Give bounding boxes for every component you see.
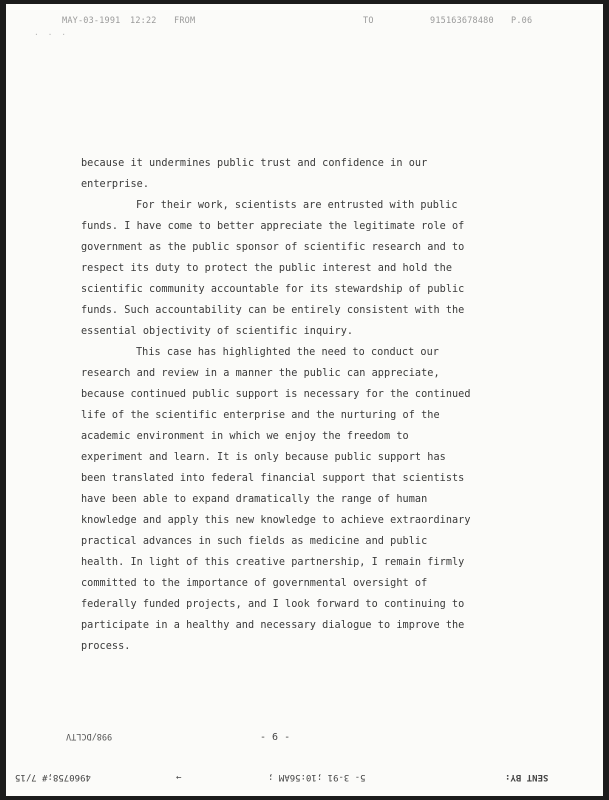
body-line: funds. I have come to better appreciate the legitimate role of <box>81 221 465 232</box>
arrow-icon: → <box>176 772 182 782</box>
body-line: been translated into federal financial support that scientists <box>81 473 465 484</box>
body-line: knowledge and apply this new knowledge to achieve extraordinary <box>81 515 471 526</box>
body-line: respect its duty to protect the public interest and hold the <box>81 263 453 274</box>
body-line: scientific community accountable for its stewardship of public <box>81 284 465 295</box>
body-line: health. In light of this creative partnership, I remain firmly <box>81 557 465 568</box>
body-line: committed to the importance of governmental oversight of <box>81 578 428 589</box>
body-line: have been able to expand dramatically the range of human <box>81 494 428 505</box>
body-line: For their work, scientists are entrusted with public <box>136 200 458 211</box>
sent-datetime-stamp: 5- 3-91 ;10:56AM ; <box>268 772 366 782</box>
sent-number-stamp: 4960758;# 7/15 <box>15 772 91 782</box>
body-line: research and review in a manner the public can appreciate, <box>81 368 440 379</box>
fax-page <box>6 4 603 796</box>
body-line: government as the public sponsor of scientific research and to <box>81 242 465 253</box>
body-line: federally funded projects, and I look forward to continuing to <box>81 599 465 610</box>
body-line: funds. Such accountability can be entirely consistent with the <box>81 305 465 316</box>
fax-header-number: 915163678480 <box>430 16 494 26</box>
footer-reference: 998/DCLTV <box>66 731 113 741</box>
body-line: enterprise. <box>81 179 150 190</box>
body-line: because it undermines public trust and confidence in our <box>81 158 428 169</box>
sent-by-stamp: SENT BY: <box>505 772 549 782</box>
body-line: This case has highlighted the need to conduct our <box>136 347 439 358</box>
body-line: process. <box>81 641 131 652</box>
fax-header-from: FROM <box>174 16 196 26</box>
body-line: essential objectivity of scientific inquiry. <box>81 326 354 337</box>
page-number: - 6 - <box>260 732 291 743</box>
fax-header-time: 12:22 <box>130 16 157 26</box>
body-line: practical advances in such fields as medicine and public <box>81 536 428 547</box>
scan-specks: · · · <box>34 30 69 39</box>
body-line: life of the scientific enterprise and the nurturing of the <box>81 410 440 421</box>
fax-header-date: MAY-03-1991 <box>62 16 121 26</box>
body-line: academic environment in which we enjoy the freedom to <box>81 431 409 442</box>
body-line: because continued public support is necessary for the continued <box>81 389 471 400</box>
fax-header-page: P.06 <box>511 16 533 26</box>
body-line: participate in a healthy and necessary dialogue to improve the <box>81 620 465 631</box>
body-line: experiment and learn. It is only because public support has <box>81 452 446 463</box>
fax-header-to: TO <box>363 16 374 26</box>
